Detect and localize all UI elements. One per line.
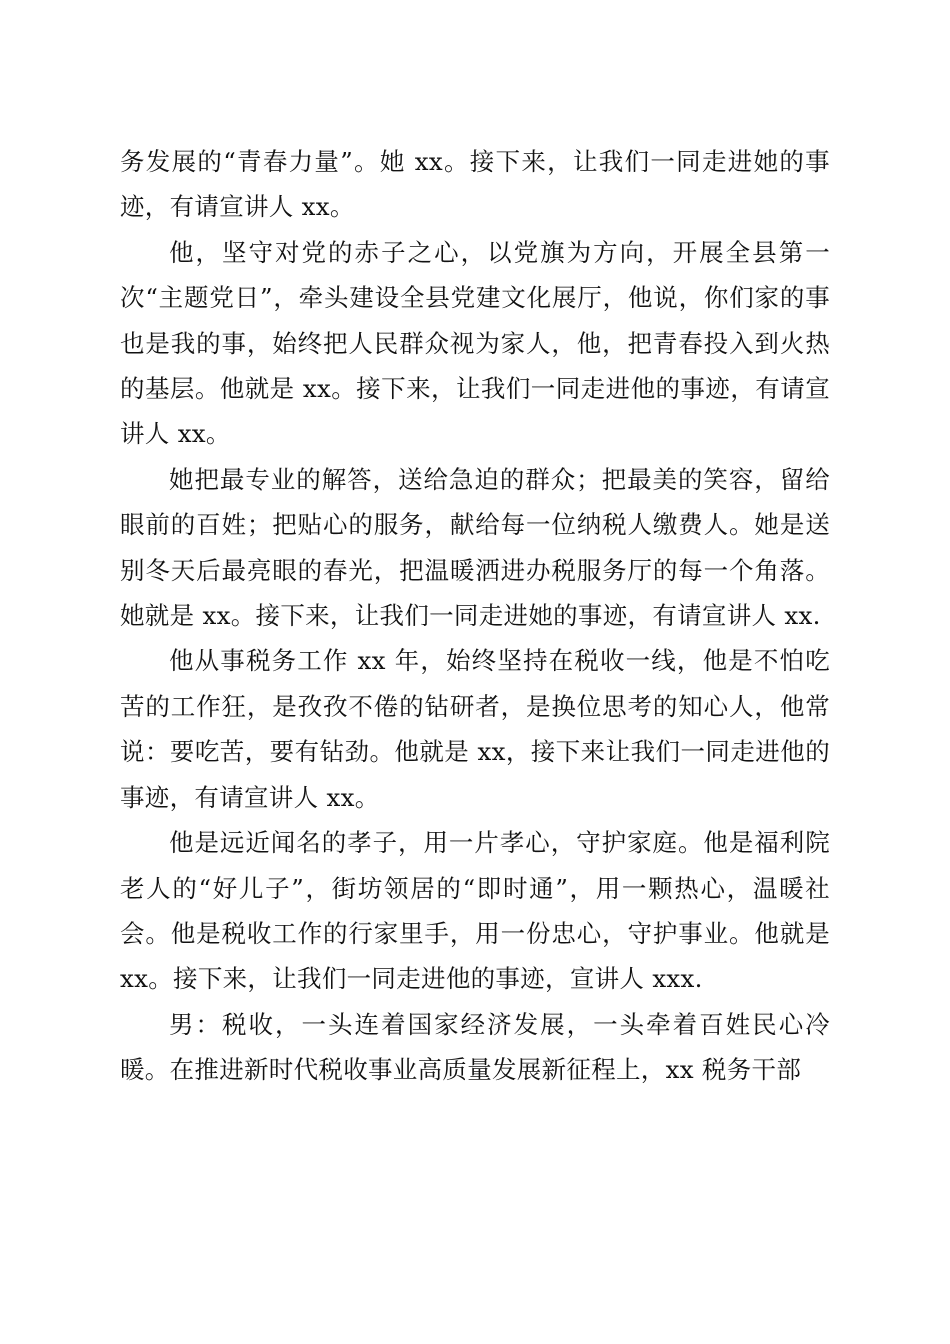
paragraph-6: 男：税收，一头连着国家经济发展，一头牵着百姓民心冷暖。在推进新时代税收事业高质量发展新征程上，xx 税务干部 [120, 1009, 830, 1085]
document-body [120, 139, 830, 1093]
paragraph-3: 她把最专业的解答，送给急迫的群众；把最美的笑容，留给眼前的百姓；把贴心的服务，献给每一位纳税人缴费人。她是送别冬天后最亮眼的春光，把温暖洒进办税服务厅的每一个角落。她就是 xx。接下来，让我们一同走进她的事迹，有请宣讲人 xx. [120, 464, 830, 631]
paragraph-1: 务发展的“青春力量”。她 xx。接下来，让我们一同走进她的事迹，有请宣讲人 xx。 [120, 147, 830, 222]
paragraph-5: 他是远近闻名的孝子，用一片孝心，守护家庭。他是福利院老人的“好儿子”，街坊领居的“即时通”，用一颗热心，温暖社会。他是税收工作的行家里手，用一份忠心，守护事业。他就是 xx。接下来，让我们一同走进他的事迹，宣讲人 xxx. [120, 828, 830, 994]
paragraph-2: 他，坚守对党的赤子之心，以党旗为方向，开展全县第一次“主题党日”，牵头建设全县党建文化展厅，他说，你们家的事也是我的事，始终把人民群众视为家人，他，把青春投入到火热的基层。他就是 xx。接下来，让我们一同走进他的事迹，有请宣讲人 xx。 [120, 237, 830, 449]
paragraph-4: 他从事税务工作 xx 年，始终坚持在税收一线，他是不怕吃苦的工作狂，是孜孜不倦的钻研者，是换位思考的知心人，他常说：要吃苦，要有钻劲。他就是 xx，接下来让我们一同走进他的事迹，有请宣讲人 xx。 [120, 646, 830, 812]
